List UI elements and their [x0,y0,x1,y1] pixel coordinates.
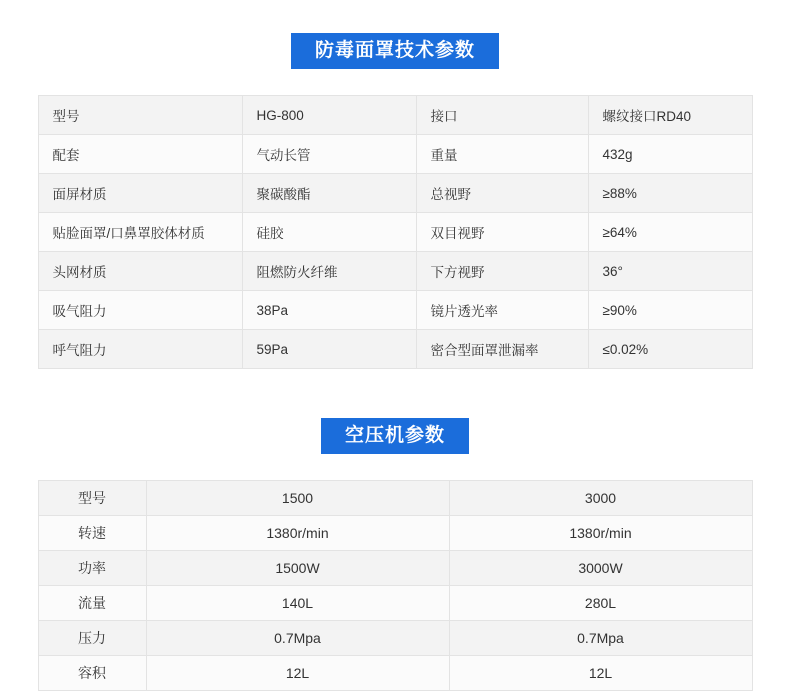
table-row [38,174,752,213]
table-row [38,621,752,656]
spec-label: 头网材质 [38,252,242,291]
spec-label: 型号 [38,481,146,516]
spec-value-model-3000: 3000W [449,551,752,586]
spec-value-model-3000: 280L [449,586,752,621]
section-1-title: 防毒面罩技术参数 [291,33,499,69]
spec-label: 功率 [38,551,146,586]
spec-label: 下方视野 [416,252,588,291]
table-row [38,213,752,252]
spec-label: 镜片透光率 [416,291,588,330]
spec-value-model-1500: 0.7Mpa [146,621,449,656]
section-2-banner-wrap [0,369,790,454]
spec-value: 432g [588,135,752,174]
table-row [38,551,752,586]
spec-label: 容积 [38,656,146,691]
spec-value: ≥64% [588,213,752,252]
table-row [38,291,752,330]
spec-label: 双目视野 [416,213,588,252]
spec-value: 硅胶 [242,213,416,252]
gas-mask-spec-table [38,95,753,369]
spec-value: ≥88% [588,174,752,213]
spec-value-model-3000: 12L [449,656,752,691]
spec-label: 密合型面罩泄漏率 [416,330,588,369]
spec-value-model-1500: 1500W [146,551,449,586]
spec-value-model-1500: 140L [146,586,449,621]
spec-label: 面屏材质 [38,174,242,213]
spec-label: 总视野 [416,174,588,213]
table-row [38,252,752,291]
spec-label: 压力 [38,621,146,656]
spec-value-model-3000: 1380r/min [449,516,752,551]
table-row [38,330,752,369]
spec-value: ≤0.02% [588,330,752,369]
spec-label: 型号 [38,96,242,135]
table-row [38,586,752,621]
spec-value: 气动长管 [242,135,416,174]
table-row [38,135,752,174]
spec-label: 呼气阻力 [38,330,242,369]
spec-value: ≥90% [588,291,752,330]
spec-value: 螺纹接口RD40 [588,96,752,135]
table-row [38,656,752,691]
spec-label: 转速 [38,516,146,551]
spec-value-model-1500: 1500 [146,481,449,516]
spec-label: 重量 [416,135,588,174]
spec-value-model-3000: 0.7Mpa [449,621,752,656]
spec-value: 36° [588,252,752,291]
spec-label: 贴脸面罩/口鼻罩胶体材质 [38,213,242,252]
air-compressor-spec-table [38,480,753,691]
spec-value: 59Pa [242,330,416,369]
section-2-title: 空压机参数 [321,418,469,454]
table-row [38,516,752,551]
spec-label: 接口 [416,96,588,135]
spec-value-model-3000: 3000 [449,481,752,516]
spec-label: 流量 [38,586,146,621]
spec-value: 聚碳酸酯 [242,174,416,213]
spec-value-model-1500: 1380r/min [146,516,449,551]
spec-value: HG-800 [242,96,416,135]
section-1-banner-wrap [0,0,790,69]
spec-label: 吸气阻力 [38,291,242,330]
table-row [38,481,752,516]
spec-value: 阻燃防火纤维 [242,252,416,291]
spec-label: 配套 [38,135,242,174]
spec-value-model-1500: 12L [146,656,449,691]
table-row [38,96,752,135]
spec-value: 38Pa [242,291,416,330]
